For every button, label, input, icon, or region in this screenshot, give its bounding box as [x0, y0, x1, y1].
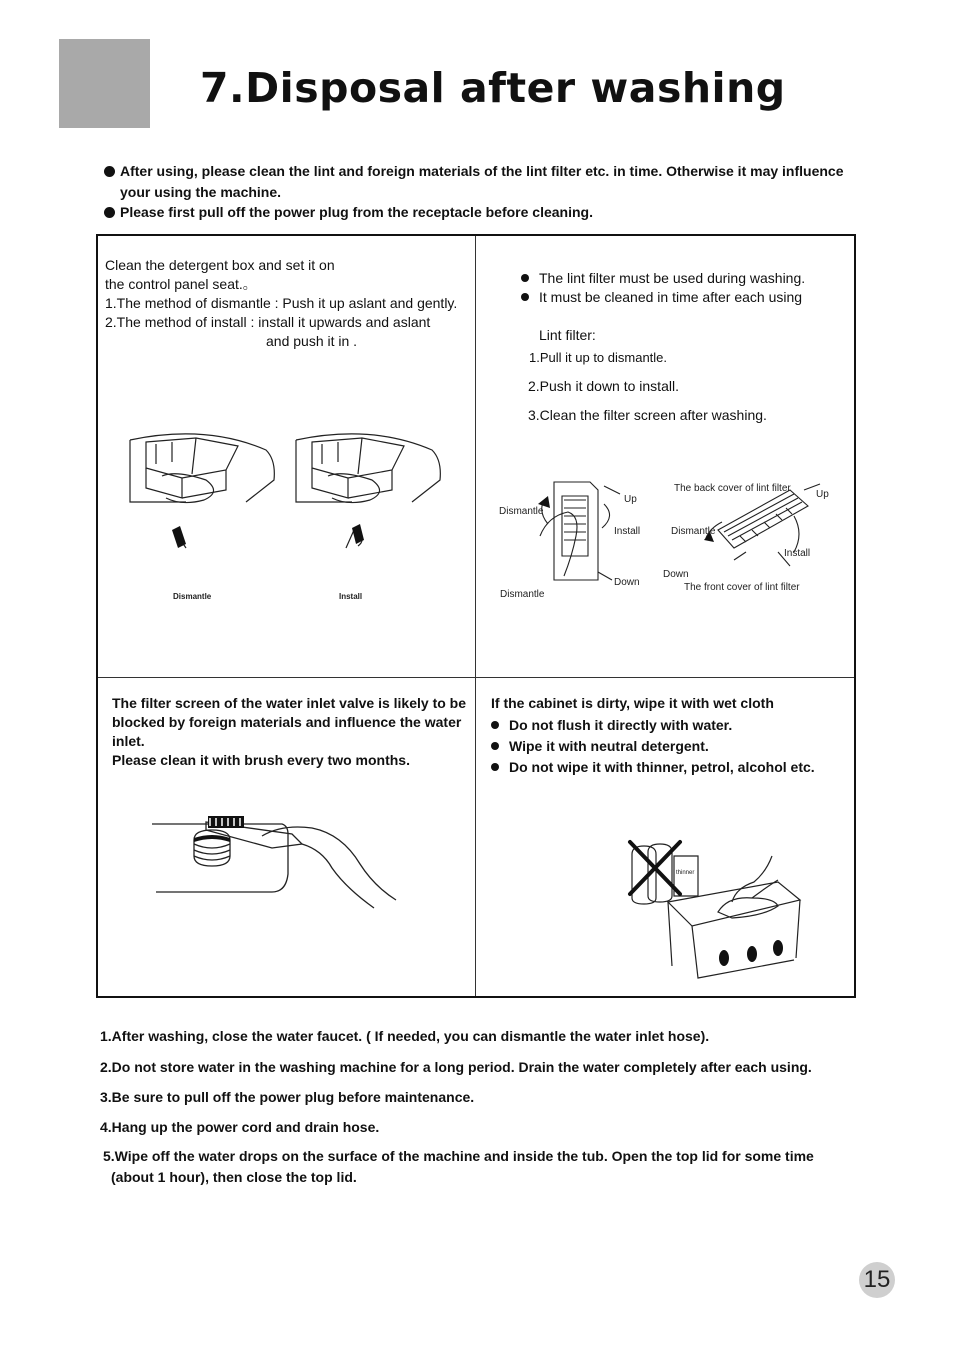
- cabinet-bullet-2: Wipe it with neutral detergent.: [491, 737, 851, 756]
- cabinet-bullet-3: Do not wipe it with thinner, petrol, alcohol etc.: [491, 758, 851, 777]
- detergent-line-3: 1.The method of dismantle : Push it up aslant and gently.: [105, 295, 458, 311]
- header-gray-block: [59, 39, 150, 128]
- label-dismantle-b: Dismantle: [500, 589, 545, 600]
- label-front-cover: The front cover of lint filter: [684, 582, 800, 593]
- label-up-b: Up: [816, 489, 829, 500]
- step-3: 3.Be sure to pull off the power plug before maintenance.: [100, 1089, 475, 1105]
- detergent-line-5: and push it in .: [266, 333, 358, 349]
- bullet-icon: [491, 721, 499, 729]
- intro-note-2: [104, 202, 864, 223]
- detergent-line-4: 2.The method of install : install it upwards and aslant: [105, 314, 431, 330]
- lint-filter-step-1: 1.Pull it up to dismantle.: [529, 350, 668, 365]
- label-install-a: Install: [614, 526, 641, 537]
- label-dismantle-a: Dismantle: [499, 506, 544, 517]
- label-dismantle-detergent: Dismantle: [173, 592, 212, 601]
- label-back-cover: The back cover of lint filter: [674, 483, 791, 494]
- step-1: 1.After washing, close the water faucet. ( If needed, you can dismantle the water inlet hose).: [100, 1028, 710, 1044]
- bullet-icon: [491, 763, 499, 771]
- inlet-line-3: inlet.: [112, 733, 145, 749]
- bullet-icon: [521, 293, 529, 301]
- lint-filter-heading: Lint filter:: [539, 327, 596, 343]
- bullet-icon: [104, 207, 115, 218]
- inlet-line-1: The filter screen of the water inlet valve is likely to be: [112, 695, 467, 711]
- intro-notes: [104, 161, 864, 223]
- step-5-line-2: (about 1 hour), then close the top lid.: [111, 1169, 357, 1185]
- lint-filter-bullet-2: It must be cleaned in time after each using: [521, 288, 851, 307]
- intro-note-1-line-2: your using the machine.: [120, 183, 282, 200]
- label-install-detergent: Install: [339, 592, 363, 601]
- inlet-valve-instructions: [112, 694, 472, 770]
- label-down-a: Down: [614, 577, 640, 588]
- lint-filter-bullets: [521, 269, 851, 307]
- bullet-icon: [104, 166, 115, 177]
- intro-note-1-line-1: After using, please clean the lint and foreign materials of the lint filter etc. in time. Otherwise it may influence: [120, 163, 844, 179]
- inlet-line-4: Please clean it with brush every two months.: [112, 752, 410, 768]
- bullet-icon: [521, 274, 529, 282]
- step-5-line-1: 5.Wipe off the water drops on the surface of the machine and inside the tub. Open the top lid for some time: [103, 1148, 814, 1164]
- detergent-box-instructions: [105, 256, 475, 351]
- bottle-label-thinner: thinner: [676, 870, 695, 876]
- detergent-line-1: Clean the detergent box and set it on: [105, 257, 335, 273]
- lint-filter-bullet-1: The lint filter must be used during washing.: [521, 269, 851, 288]
- step-4: 4.Hang up the power cord and drain hose.: [100, 1119, 380, 1135]
- step-2: 2.Do not store water in the washing machine for a long period. Drain the water completely after each using.: [100, 1059, 812, 1075]
- grid-divider-vertical: [475, 236, 476, 996]
- bullet-icon: [491, 742, 499, 750]
- page-number: 15: [859, 1262, 895, 1298]
- intro-note-1: [104, 161, 864, 202]
- grid-divider-horizontal: [98, 677, 854, 678]
- detergent-line-2: the control panel seat.。: [105, 276, 257, 292]
- maintenance-panel-grid: [96, 234, 856, 998]
- label-up-a: Up: [624, 494, 637, 505]
- intro-note-2-text: Please first pull off the power plug from the receptacle before cleaning.: [120, 204, 593, 220]
- cabinet-wipe-illustration: [628, 842, 808, 982]
- detergent-box-illustration: [126, 430, 456, 580]
- label-install-b: Install: [784, 548, 811, 559]
- cabinet-instructions: [491, 694, 851, 777]
- cabinet-heading: If the cabinet is dirty, wipe it with wet cloth: [491, 695, 774, 711]
- inlet-valve-brush-illustration: [152, 814, 402, 914]
- label-dismantle-c: Dismantle: [671, 526, 716, 537]
- cabinet-bullet-1: Do not flush it directly with water.: [491, 716, 851, 735]
- label-down-b: Down: [663, 569, 689, 580]
- lint-filter-step-2: 2.Push it down to install.: [528, 378, 679, 394]
- inlet-line-2: blocked by foreign materials and influence the water: [112, 714, 462, 730]
- page-title: 7.Disposal after washing: [200, 64, 786, 112]
- lint-filter-step-3: 3.Clean the filter screen after washing.: [528, 407, 767, 423]
